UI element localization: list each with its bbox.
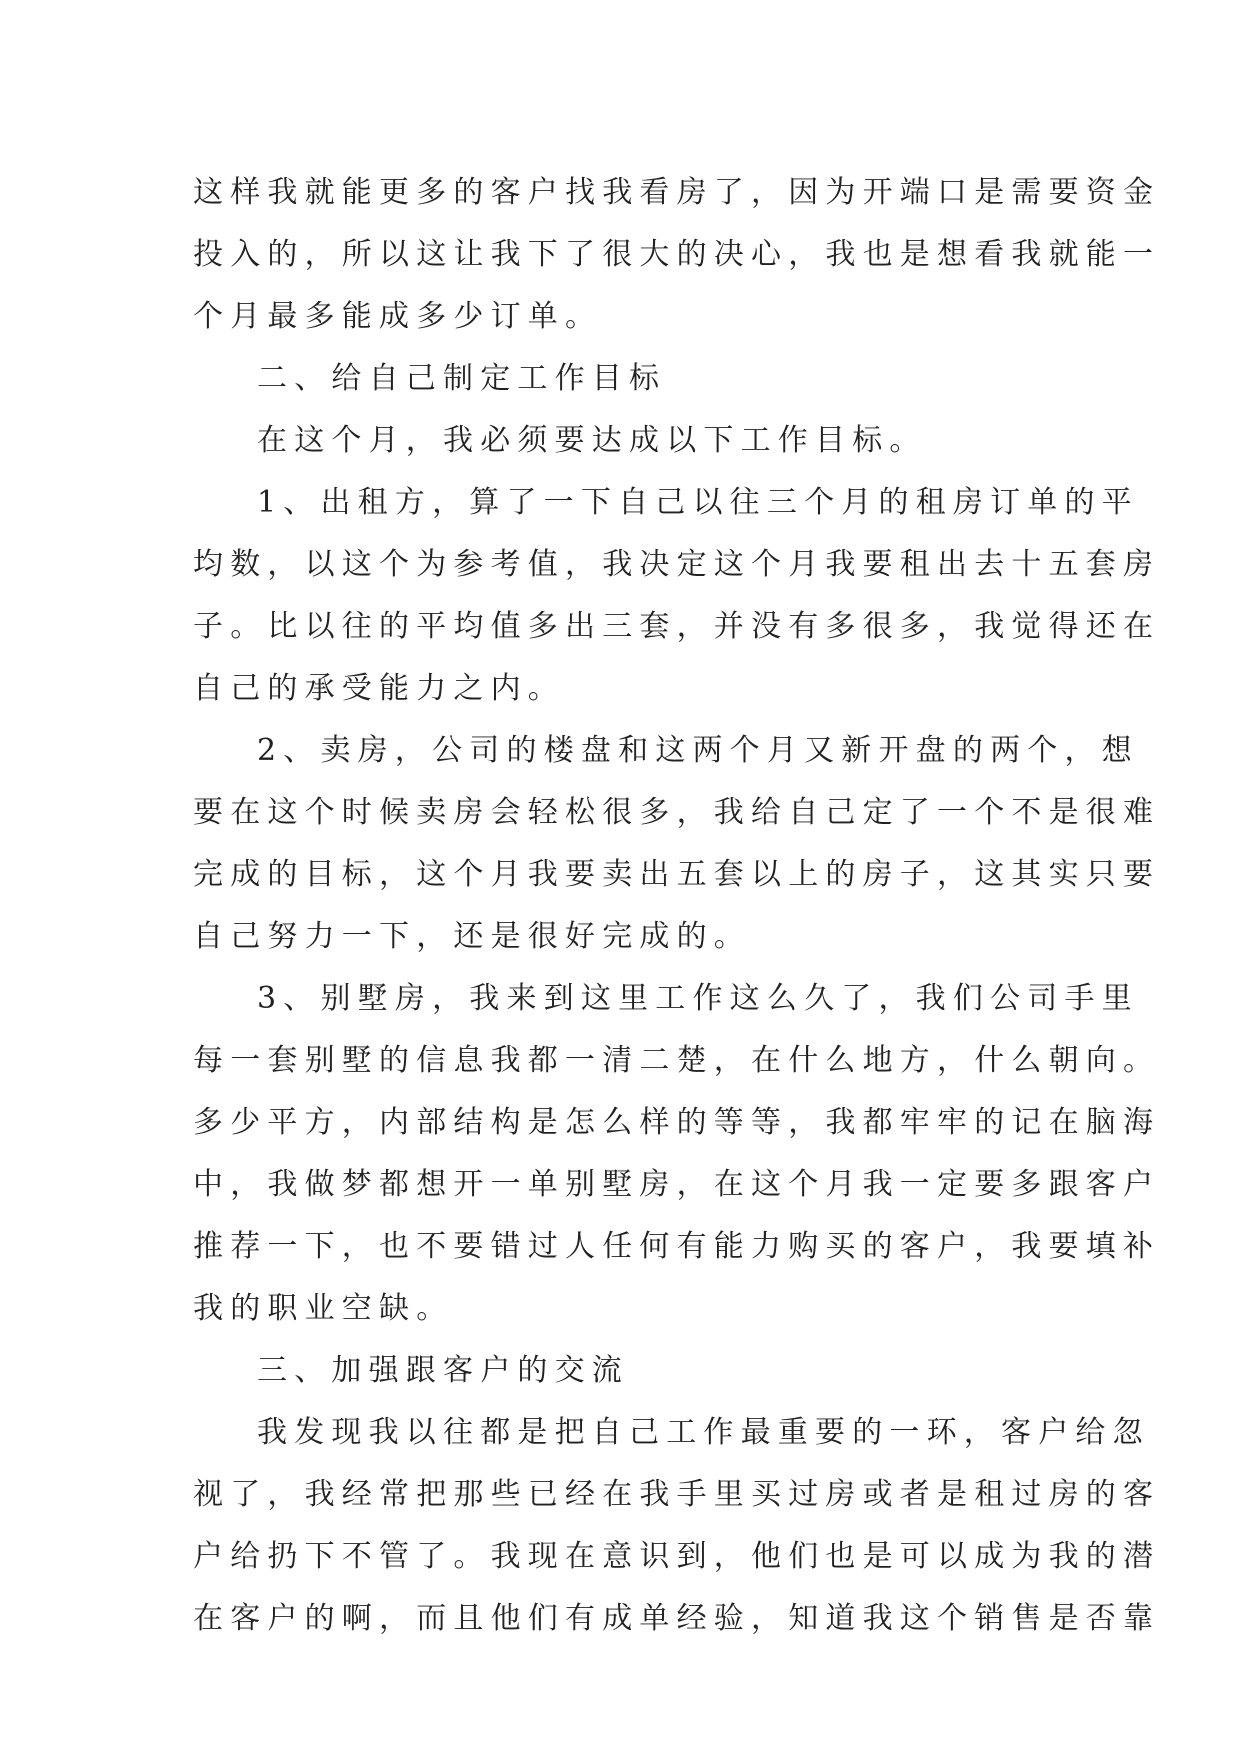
section-heading-3 (193, 1340, 1063, 1402)
text-line: 自己努力一下，还是很好完成的。 (193, 919, 751, 954)
text-line: 中，我做梦都想开一单别墅房，在这个月我一定要多跟客户 (193, 1167, 1161, 1202)
text-line: 2、卖房，公司的楼盘和这两个月又新开盘的两个，想 (257, 733, 1139, 768)
text-line: 每一套别墅的信息我都一清二楚，在什么地方，什么朝向。 (193, 1043, 1161, 1078)
text-line: 户给扔下不管了。我现在意识到，他们也是可以成为我的潜 (193, 1539, 1161, 1574)
text-line: 完成的目标，这个月我要卖出五套以上的房子，这其实只要 (193, 857, 1161, 892)
paragraph-1 (193, 162, 1161, 348)
text-line: 推荐一下，也不要错过人任何有能力购买的客户，我要填补 (193, 1229, 1161, 1264)
text-line: 1、出租方，算了一下自己以往三个月的租房订单的平 (257, 485, 1139, 520)
paragraph-6 (193, 1402, 1161, 1650)
paragraph-5 (193, 968, 1161, 1340)
paragraph-4 (193, 720, 1161, 968)
text-line: 均数，以这个为参考值，我决定这个月我要租出去十五套房 (193, 547, 1161, 582)
text-line: 我的职业空缺。 (193, 1291, 454, 1326)
text-line: 3、别墅房，我来到这里工作这么久了，我们公司手里 (257, 981, 1139, 1016)
text-line: 子。比以往的平均值多出三套，并没有多很多，我觉得还在 (193, 609, 1161, 644)
document-body (193, 162, 1161, 1650)
heading-line: 二、给自己制定工作目标 (257, 361, 667, 396)
text-line: 在这个月，我必须要达成以下工作目标。 (257, 423, 927, 458)
paragraph-2 (193, 410, 1063, 472)
text-line: 我发现我以往都是把自己工作最重要的一环，客户给忽 (257, 1415, 1150, 1450)
text-line: 自己的承受能力之内。 (193, 671, 565, 706)
text-line: 投入的，所以这让我下了很大的决心，我也是想看我就能一 (193, 237, 1161, 272)
text-line: 要在这个时候卖房会轻松很多，我给自己定了一个不是很难 (193, 795, 1161, 830)
text-line: 个月最多能成多少订单。 (193, 299, 603, 334)
text-line: 多少平方，内部结构是怎么样的等等，我都牢牢的记在脑海 (193, 1105, 1161, 1140)
text-line: 这样我就能更多的客户找我看房了，因为开端口是需要资金 (193, 175, 1161, 210)
text-line: 在客户的啊，而且他们有成单经验，知道我这个销售是否靠 (193, 1601, 1161, 1636)
section-heading-2 (193, 348, 1063, 410)
heading-line: 三、加强跟客户的交流 (257, 1353, 629, 1388)
text-line: 视了，我经常把那些已经在我手里买过房或者是租过房的客 (193, 1477, 1161, 1512)
paragraph-3 (193, 472, 1161, 720)
